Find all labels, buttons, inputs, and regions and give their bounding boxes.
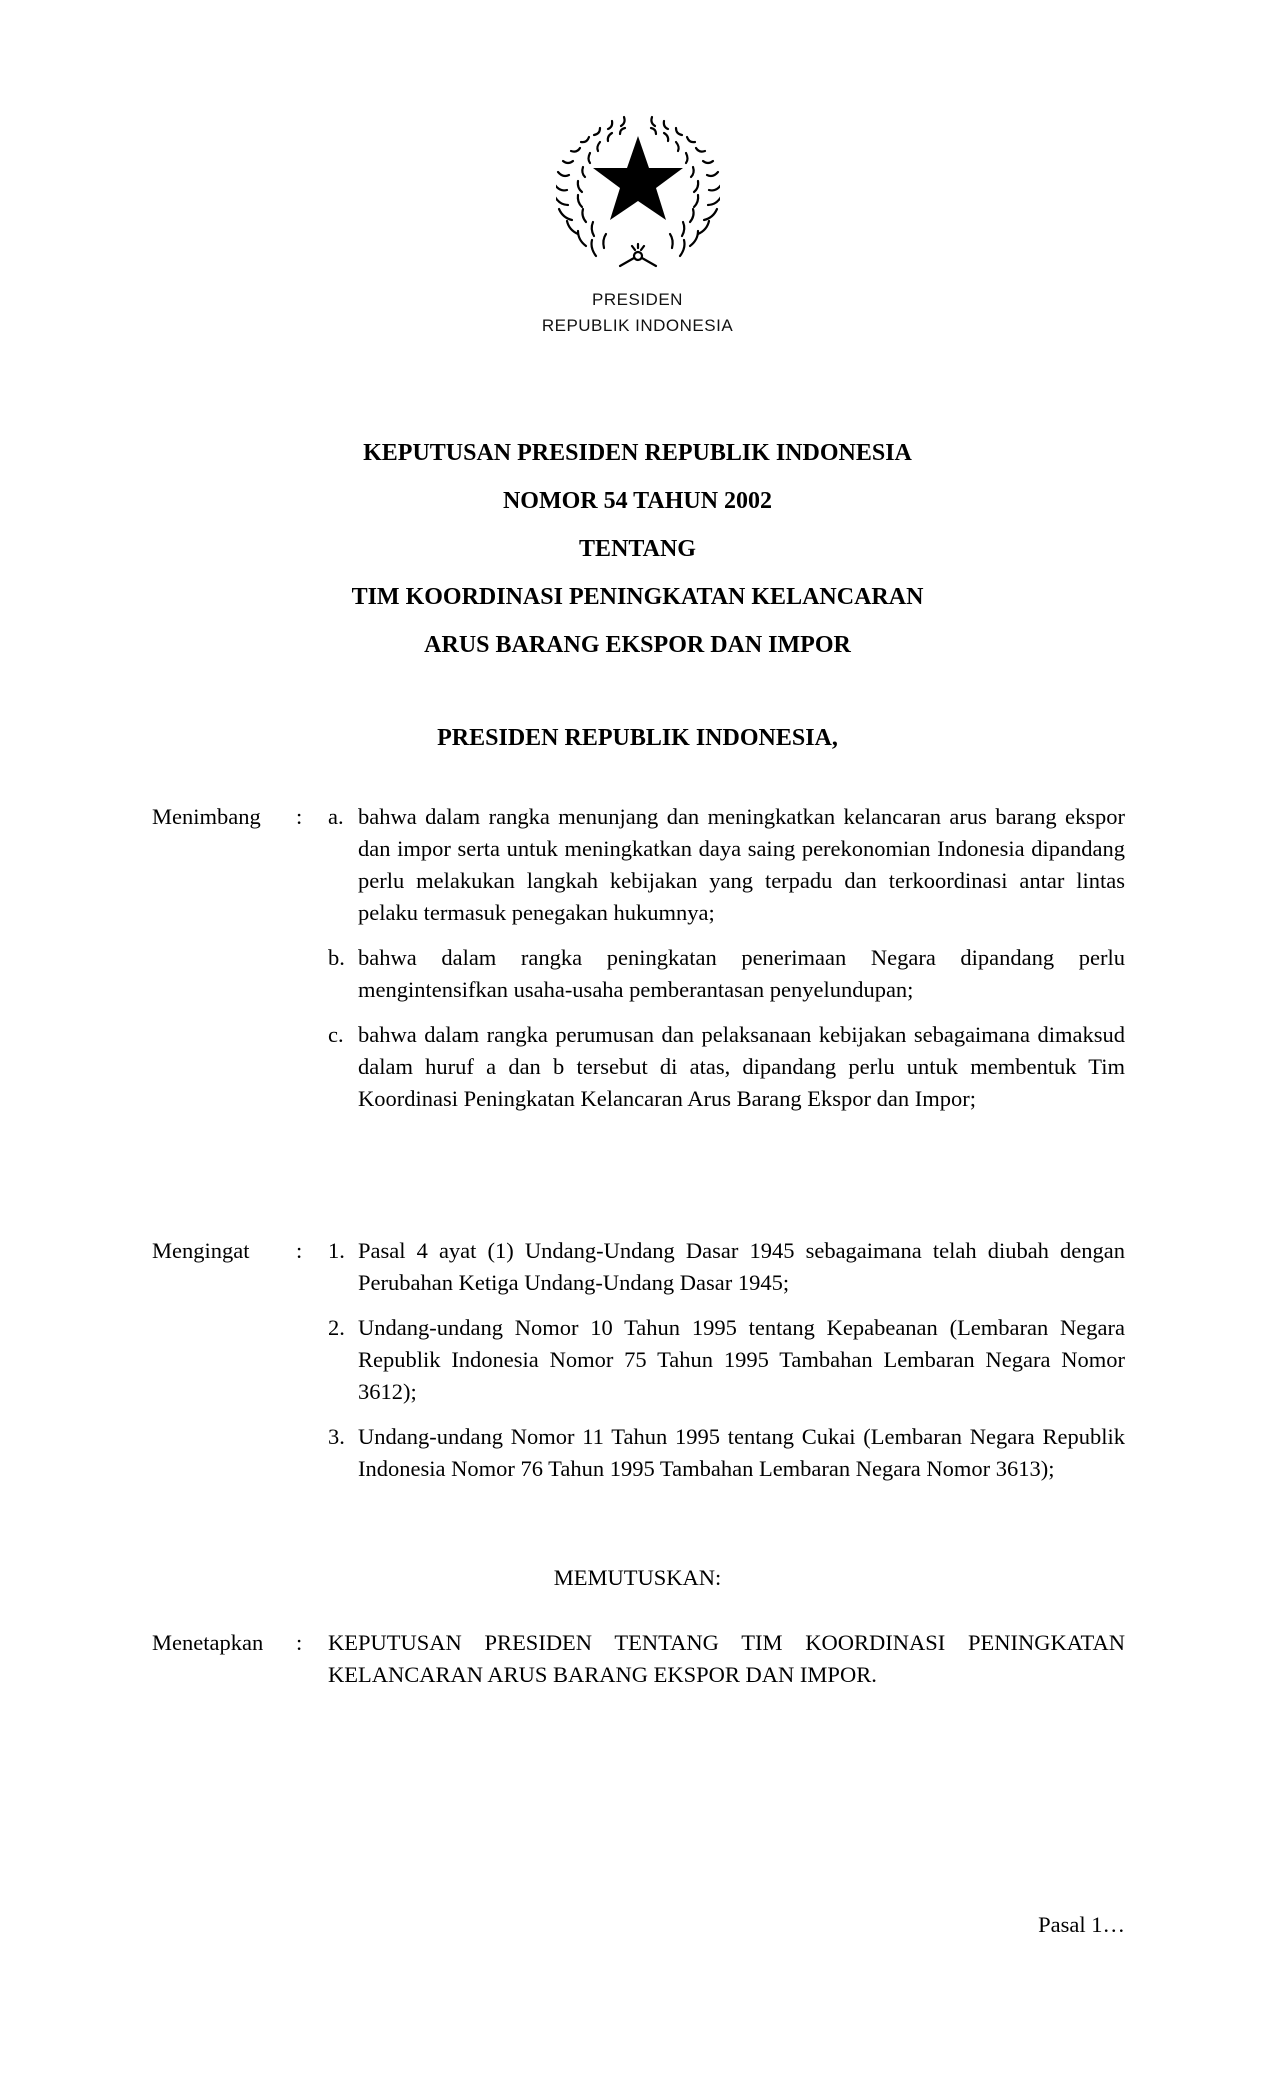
menetapkan-section: [152, 1627, 1125, 1691]
menimbang-label: Menimbang: [152, 804, 261, 829]
item-text: bahwa dalam rangka peningkatan penerimaan Negara dipandang perlu mengintensifkan usaha-usaha pemberantasan penyelundupan;: [358, 945, 1125, 1002]
menetapkan-text: KEPUTUSAN PRESIDEN TENTANG TIM KOORDINASI PENINGKATAN KELANCARAN ARUS BARANG EKSPOR DAN IMPOR.: [328, 1630, 1125, 1687]
title-subject-line2: ARUS BARANG EKSPOR DAN IMPOR: [424, 632, 851, 658]
letterhead-line2: REPUBLIK INDONESIA: [541, 316, 734, 335]
issuer-heading: PRESIDEN REPUBLIK INDONESIA,: [437, 725, 838, 751]
presidential-emblem-icon: [556, 106, 720, 274]
letterhead-line1: PRESIDEN: [592, 290, 683, 309]
mengingat-item-3: [328, 1421, 1125, 1485]
menimbang-section: [152, 801, 1125, 1115]
page-continuation: Pasal 1…: [1038, 1912, 1125, 1937]
mengingat-colon: :: [296, 1238, 303, 1263]
item-text: bahwa dalam rangka menunjang dan meningkatkan kelancaran arus barang ekspor dan impor serta untuk meningkatkan daya saing perekonomian Indonesia dipandang perlu melakukan langkah kebijakan yang terpadu dan terkoordinasi antar lintas pelaku termasuk penegakan hukumnya;: [358, 804, 1125, 925]
item-text: bahwa dalam rangka perumusan dan pelaksanaan kebijakan sebagaimana dimaksud dalam huruf a dan b tersebut di atas, dipandang perlu untuk membentuk Tim Koordinasi Peningkatan Kelancaran Arus Barang Ekspor dan Impor;: [358, 1022, 1125, 1111]
item-marker: 1.: [328, 1238, 345, 1263]
item-text: Undang-undang Nomor 10 Tahun 1995 tentang Kepabeanan (Lembaran Negara Republik Indonesia Nomor 75 Tahun 1995 Tambahan Lembaran Negara Nomor 3612);: [358, 1315, 1125, 1404]
mengingat-item-1: [328, 1235, 1125, 1299]
mengingat-item-2: [328, 1312, 1125, 1408]
item-marker: c.: [328, 1022, 344, 1047]
memutuskan-heading: MEMUTUSKAN:: [553, 1565, 722, 1590]
title-number: NOMOR 54 TAHUN 2002: [502, 488, 773, 514]
item-marker: 2.: [328, 1315, 345, 1340]
mengingat-section: [152, 1235, 1125, 1485]
menimbang-item-c: [328, 1019, 1125, 1115]
item-marker: 3.: [328, 1424, 345, 1449]
title-subject-line1: TIM KOORDINASI PENINGKATAN KELANCARAN: [351, 584, 924, 610]
menimbang-colon: :: [296, 804, 303, 829]
title-line1: KEPUTUSAN PRESIDEN REPUBLIK INDONESIA: [363, 440, 912, 466]
menimbang-item-a: [328, 801, 1125, 929]
menetapkan-label: Menetapkan: [152, 1630, 264, 1655]
item-marker: b.: [328, 945, 345, 970]
item-text: Undang-undang Nomor 11 Tahun 1995 tentang Cukai (Lembaran Negara Republik Indonesia Nomor 76 Tahun 1995 Tambahan Lembaran Negara Nomor 3613);: [358, 1424, 1125, 1481]
mengingat-label: Mengingat: [152, 1238, 250, 1263]
item-marker: a.: [328, 804, 344, 829]
menetapkan-colon: :: [296, 1630, 303, 1655]
item-text: Pasal 4 ayat (1) Undang-Undang Dasar 1945 sebagaimana telah diubah dengan Perubahan Ketiga Undang-Undang Dasar 1945;: [358, 1238, 1125, 1295]
title-tentang: TENTANG: [579, 536, 696, 562]
menimbang-item-b: [328, 942, 1125, 1006]
